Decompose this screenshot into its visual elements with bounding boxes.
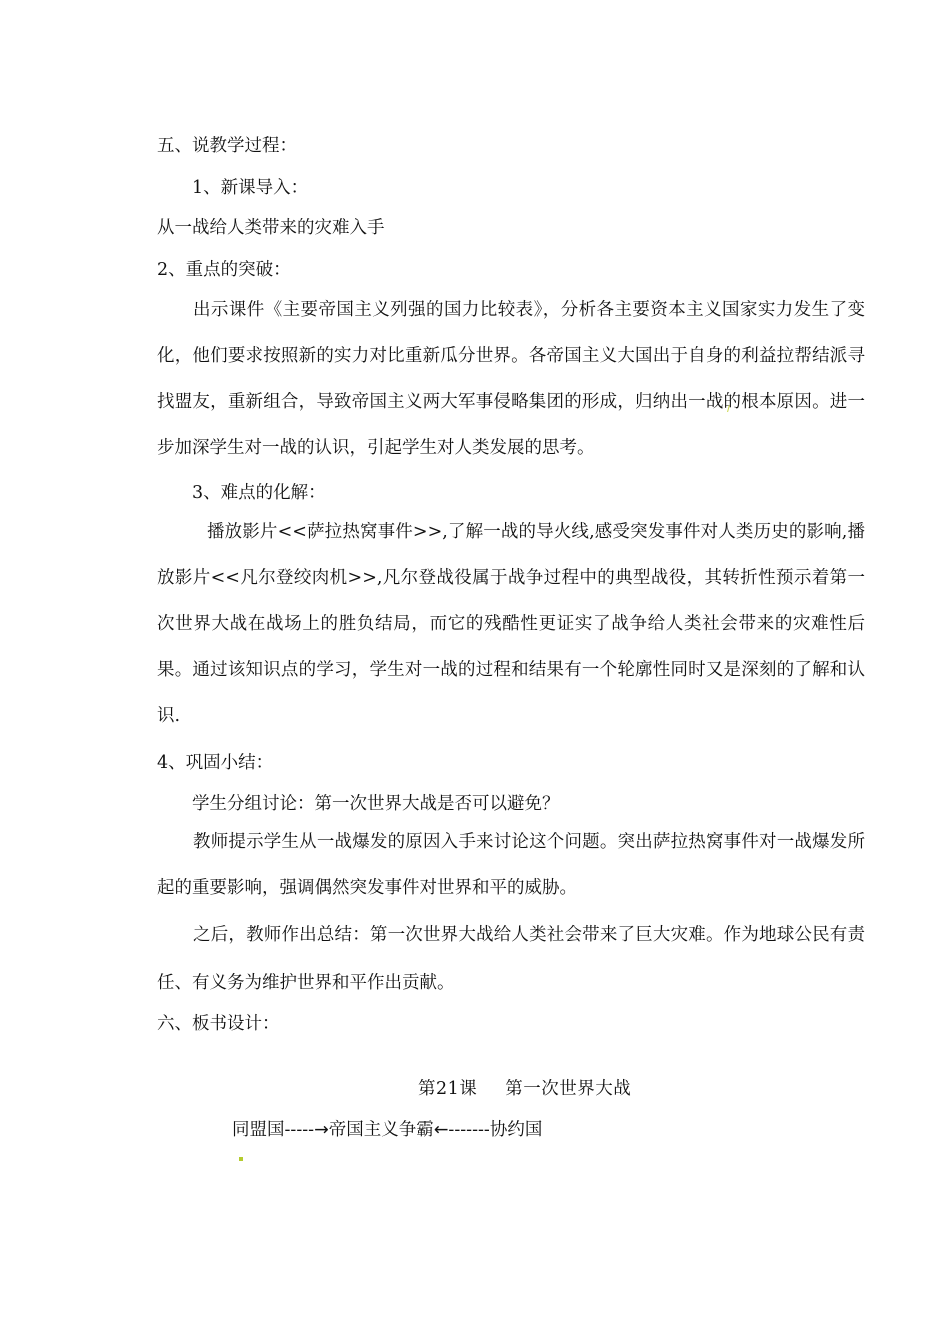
board-imperialist-hegemony: 帝国主义争霸 [328, 1120, 434, 1140]
paragraph-discussion-question: 学生分组讨论：第一次世界大战是否可以避免？ [192, 794, 560, 814]
paragraph-difficult-points: 播放影片<<萨拉热窝事件>>,了解一战的导火线,感受突发事件对人类历史的影响,播放影片<<凡尔登绞肉机>>,凡尔登战役属于战争过程中的典型战役，其转折性预示着第一次世界大战在战场上的胜负结局，而它的残酷性更证实了战争给人类社会带来的灾难性后果。通过该知识点的学习，学生对一战的过程和结果有一个轮廓性同时又是深刻的了解和认识. [157, 522, 865, 726]
section-heading-blackboard-design: 六、板书设计： [157, 1014, 280, 1034]
subheading-new-lesson-intro: 1、新课导入： [192, 178, 309, 198]
board-left-dashes: ----- [284, 1120, 315, 1140]
board-allied-powers: 协约国 [489, 1120, 543, 1140]
board-central-powers: 同盟国 [232, 1120, 285, 1140]
paragraph-key-points: 出示课件《主要帝国主义列强的国力比较表》，分析各主要资本主义国家实力发生了变化，他们要求按照新的实力对比重新瓜分世界。各帝国主义大国出于自身的利益拉帮结派寻找盟友，重新组合，导致帝国主义两大军事侵略集团的形成，归纳出一战的根本原因。进一步加深学生对一战的认识，引起学生对人类发展的思考。 [157, 300, 865, 458]
arrow-left-icon: ← [433, 1120, 449, 1140]
paragraph-summary: 之后，教师作出总结：第一次世界大战给人类社会带来了巨大灾难。作为地球公民有责任、有义务为维护世界和平作出贡献。 [157, 925, 865, 993]
subheading-consolidation: 4、巩固小结： [157, 753, 274, 773]
board-diagram [232, 1118, 542, 1142]
board-lesson-number: 第21课 [418, 1079, 478, 1099]
subheading-key-points: 2、重点的突破： [157, 260, 291, 280]
board-lesson-title: 第一次世界大战 [505, 1079, 632, 1099]
section-heading-teaching-process: 五、说教学过程： [157, 136, 297, 156]
board-title [418, 1077, 631, 1101]
paragraph-teacher-hints: 教师提示学生从一战爆发的原因入手来讨论这个问题。突出萨拉热窝事件对一战爆发所起的重要影响，强调偶然突发事件对世界和平的威胁。 [157, 832, 865, 898]
paragraph-intro: 从一战给人类带来的灾难入手 [157, 218, 385, 238]
board-right-dashes: ------- [448, 1120, 490, 1140]
scan-dot [239, 1157, 243, 1161]
arrow-right-icon: → [314, 1120, 329, 1140]
subheading-difficult-points: 3、难点的化解： [192, 483, 326, 503]
